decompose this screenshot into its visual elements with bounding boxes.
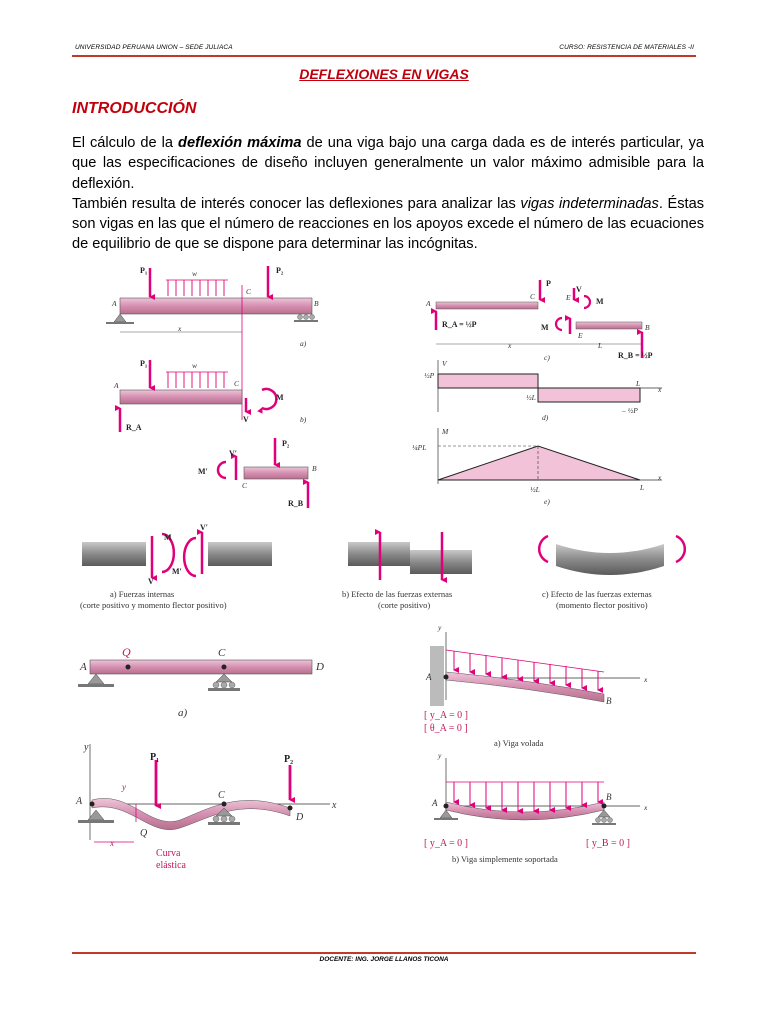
svg-text:C: C: [242, 481, 248, 490]
svg-text:C: C: [234, 379, 240, 388]
footer-teacher: DOCENTE: ING. JORGE LLANOS TICONA: [319, 956, 449, 963]
figure-7-simply-supported: [424, 751, 648, 864]
svg-text:E: E: [566, 293, 571, 302]
svg-text:B: B: [312, 464, 317, 473]
svg-text:a) Viga volada: a) Viga volada: [494, 738, 544, 748]
figure-2-shear-moment: [412, 279, 662, 506]
header-university: UNIVERSIDAD PERUANA UNION – SEDE JULIACA: [75, 44, 233, 51]
svg-text:a): a): [178, 707, 188, 719]
svg-text:R_A = ½P: R_A = ½P: [442, 320, 477, 329]
svg-text:A: A: [432, 798, 438, 808]
svg-text:w: w: [192, 361, 198, 370]
svg-text:Curva: Curva: [156, 848, 181, 859]
svg-text:½P: ½P: [424, 371, 435, 380]
svg-text:c): c): [544, 353, 550, 362]
svg-text:elástica: elástica: [156, 860, 186, 871]
svg-text:e): e): [544, 497, 550, 506]
svg-text:x: x: [110, 838, 114, 848]
svg-text:y: y: [438, 751, 442, 760]
svg-text:x: x: [644, 675, 648, 684]
svg-text:(corte positivo): (corte positivo): [378, 600, 431, 610]
svg-text:Q: Q: [122, 645, 131, 659]
svg-text:[ θ_A = 0 ]: [ θ_A = 0 ]: [424, 723, 468, 734]
svg-text:C: C: [218, 647, 226, 659]
svg-text:A: A: [426, 299, 431, 308]
svg-text:a): a): [300, 339, 307, 348]
svg-text:P₂: P₂: [276, 266, 284, 275]
svg-text:R_B: R_B: [288, 499, 304, 508]
svg-text:x: x: [644, 803, 648, 812]
svg-text:D: D: [296, 812, 304, 823]
svg-text:A: A: [76, 796, 83, 807]
svg-text:C: C: [530, 292, 536, 301]
svg-text:V′: V′: [200, 523, 209, 532]
svg-text:x: x: [508, 341, 512, 350]
paragraph-1: El cálculo de la deflexión máxima de una viga bajo una carga dada es de interés particular, ya que las especificaciones de diseño incluyen generalmente un valor máximo admisible para la deflexión.: [72, 135, 704, 192]
section-heading: INTRODUCCIÓN: [72, 100, 197, 117]
svg-text:P₁: P₁: [150, 752, 160, 763]
svg-text:[ y_B = 0 ]: [ y_B = 0 ]: [586, 838, 630, 849]
svg-text:V: V: [148, 577, 154, 586]
svg-text:y: y: [122, 782, 126, 792]
svg-text:M′: M′: [198, 467, 208, 476]
svg-text:½L: ½L: [530, 485, 540, 494]
svg-text:P₂: P₂: [284, 754, 294, 765]
svg-text:L: L: [640, 483, 645, 492]
svg-text:L: L: [636, 379, 641, 388]
svg-text:L: L: [598, 341, 603, 350]
svg-text:V: V: [243, 415, 249, 424]
svg-text:a) Fuerzas internas: a) Fuerzas internas: [110, 589, 175, 599]
svg-text:b) Efecto de las fuerzas exte: b) Efecto de las fuerzas externas: [342, 589, 453, 599]
svg-text:(momento flector positivo): (momento flector positivo): [556, 600, 648, 610]
svg-text:A: A: [80, 661, 87, 673]
svg-text:B: B: [314, 299, 319, 308]
svg-text:C: C: [218, 790, 225, 801]
svg-text:R_B = ½P: R_B = ½P: [618, 351, 653, 360]
svg-text:B: B: [606, 696, 612, 706]
figure-3-sign-convention: [80, 523, 685, 610]
svg-text:M: M: [541, 323, 549, 332]
svg-text:M: M: [276, 393, 284, 402]
svg-text:P₁: P₁: [140, 359, 148, 368]
svg-text:A: A: [426, 672, 432, 682]
svg-text:M′: M′: [172, 567, 182, 576]
svg-text:Q: Q: [140, 828, 148, 839]
svg-text:[ y_A = 0 ]: [ y_A = 0 ]: [424, 710, 468, 721]
svg-text:M: M: [596, 297, 604, 306]
svg-text:V: V: [576, 285, 582, 294]
svg-text:x: x: [658, 385, 662, 394]
figure-4-beam: [78, 645, 324, 719]
figure-5-cantilever: [424, 623, 648, 748]
footer-rule: [72, 952, 696, 954]
svg-text:½L: ½L: [526, 393, 536, 402]
figure-1-free-body: [106, 266, 319, 508]
svg-text:y: y: [438, 623, 442, 632]
header-course: CURSO: RESISTENCIA DE MATERIALES -II: [559, 44, 694, 51]
svg-text:x: x: [332, 800, 337, 811]
svg-text:d): d): [542, 413, 549, 422]
svg-text:w: w: [192, 269, 198, 278]
svg-text:x: x: [658, 473, 662, 482]
svg-text:P: P: [546, 279, 551, 288]
svg-text:(corte positivo y momento flec: (corte positivo y momento flector positivo): [80, 600, 227, 610]
figure-6-elastic-curve: [75, 742, 337, 871]
svg-text:M: M: [442, 427, 449, 436]
svg-text:b): b): [300, 415, 307, 424]
svg-text:R_A: R_A: [126, 423, 142, 432]
svg-text:P₁: P₁: [140, 266, 148, 275]
svg-text:M: M: [164, 533, 172, 542]
svg-text:– ½P: – ½P: [622, 406, 638, 415]
svg-text:b) Viga simplemente soportada: b) Viga simplemente soportada: [452, 854, 558, 864]
paragraph-2: También resulta de interés conocer las deflexiones para analizar las vigas indeterminadas. Éstas son vigas en las que el número de reacciones en los apoyos excede el número de las ecuaciones de equilibrio de que se dispone para determinar las incógnitas.: [72, 195, 704, 253]
svg-text:P₂: P₂: [282, 439, 290, 448]
svg-text:x: x: [178, 324, 182, 333]
svg-text:A: A: [114, 381, 119, 390]
svg-text:y: y: [84, 742, 89, 753]
svg-text:¼PL: ¼PL: [412, 443, 427, 452]
svg-text:D: D: [316, 661, 324, 673]
svg-text:[ y_A = 0 ]: [ y_A = 0 ]: [424, 838, 468, 849]
document-title: DEFLEXIONES EN VIGAS: [299, 66, 469, 82]
svg-text:V: V: [442, 359, 447, 368]
svg-text:C: C: [246, 287, 252, 296]
svg-text:B: B: [606, 792, 612, 802]
svg-text:A: A: [112, 299, 117, 308]
svg-text:E: E: [578, 331, 583, 340]
svg-text:B: B: [645, 323, 650, 332]
svg-text:V′: V′: [229, 449, 238, 458]
svg-text:c) Efecto de las fuerzas exte: c) Efecto de las fuerzas externas: [542, 589, 652, 599]
